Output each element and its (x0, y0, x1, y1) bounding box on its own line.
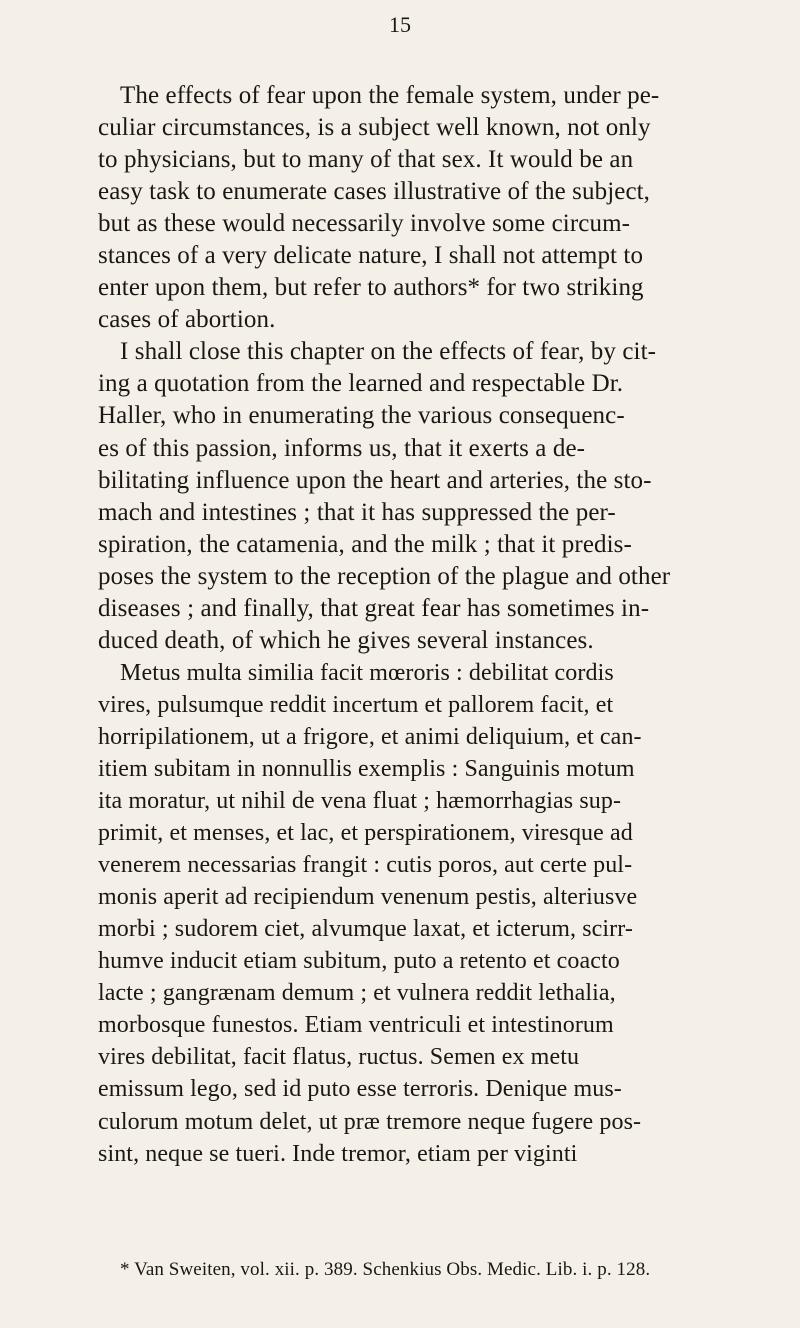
text-line: vires, pulsumque reddit incertum et pallorem facit, et (98, 691, 614, 718)
text-line: primit, et menses, et lac, et perspirationem, viresque ad (98, 820, 633, 847)
text-line: diseases ; and finally, that great fear has sometimes in- (98, 594, 650, 622)
text-line: duced death, of which he gives several instances. (98, 626, 594, 654)
text-line: spiration, the catamenia, and the milk ; that it predis- (98, 530, 632, 558)
text-line: venerem necessarias frangit : cutis poros, aut certe pul- (98, 852, 633, 879)
text-line: cases of abortion. (98, 306, 276, 334)
text-line: Haller, who in enumerating the various consequenc- (98, 402, 625, 430)
text-line: emissum lego, sed id puto esse terroris. Denique mus- (98, 1076, 622, 1103)
text-line: The effects of fear upon the female system, under pe- (120, 82, 660, 109)
text-line: itiem subitam in nonnullis exemplis : Sanguinis motum (98, 755, 635, 782)
text-line: morbi ; sudorem ciet, alvumque laxat, et icterum, scirr- (98, 916, 633, 943)
body-text (98, 80, 721, 1170)
page-number: 15 (389, 12, 411, 37)
text-line: ing a quotation from the learned and respectable Dr. (98, 370, 624, 398)
text-line: vires debilitat, facit flatus, ructus. Semen ex metu (98, 1044, 580, 1071)
text-line: culorum motum delet, ut præ tremore neque fugere pos- (98, 1108, 642, 1135)
text-line: mach and intestines ; that it has suppressed the per- (98, 498, 616, 526)
text-line: bilitating influence upon the heart and arteries, the sto- (98, 466, 652, 494)
text-line: poses the system to the reception of the plague and other (98, 562, 671, 590)
text-line: horripilationem, ut a frigore, et animi deliquium, et can- (98, 723, 642, 750)
text-line: monis aperit ad recipiendum venenum pestis, alteriusve (98, 884, 638, 911)
paragraph-fear-female-system (98, 80, 721, 336)
text-line: sint, neque se tueri. Inde tremor, etiam per viginti (98, 1140, 578, 1167)
footnote: * Van Sweiten, vol. xii. p. 389. Schenkius Obs. Medic. Lib. i. p. 128. (120, 1259, 651, 1280)
text-line: to physicians, but to many of that sex. It would be an (98, 146, 634, 174)
text-line: humve inducit etiam subitum, puto a retento et coacto (98, 948, 620, 975)
text-line: I shall close this chapter on the effects of fear, by cit- (120, 338, 657, 366)
text-line: but as these would necessarily involve some circum- (98, 210, 631, 238)
text-line: enter upon them, but refer to authors* for two striking (98, 274, 644, 302)
text-line: ita moratur, ut nihil de vena fluat ; hæmorrhagias sup- (98, 788, 622, 815)
text-line: easy task to enumerate cases illustrative of the subject, (98, 178, 651, 206)
paragraph-latin-quotation (98, 657, 721, 1170)
text-line: lacte ; gangrænam demum ; et vulnera reddit lethalia, (98, 980, 616, 1007)
text-line: culiar circumstances, is a subject well known, not only (98, 114, 651, 142)
text-line: Metus multa similia facit mœroris : debilitat cordis (120, 659, 614, 686)
paragraph-haller-quotation (98, 336, 721, 656)
text-line: es of this passion, informs us, that it exerts a de- (98, 434, 586, 462)
text-line: morbosque funestos. Etiam ventriculi et intestinorum (98, 1012, 614, 1039)
text-line: stances of a very delicate nature, I shall not attempt to (98, 242, 644, 270)
